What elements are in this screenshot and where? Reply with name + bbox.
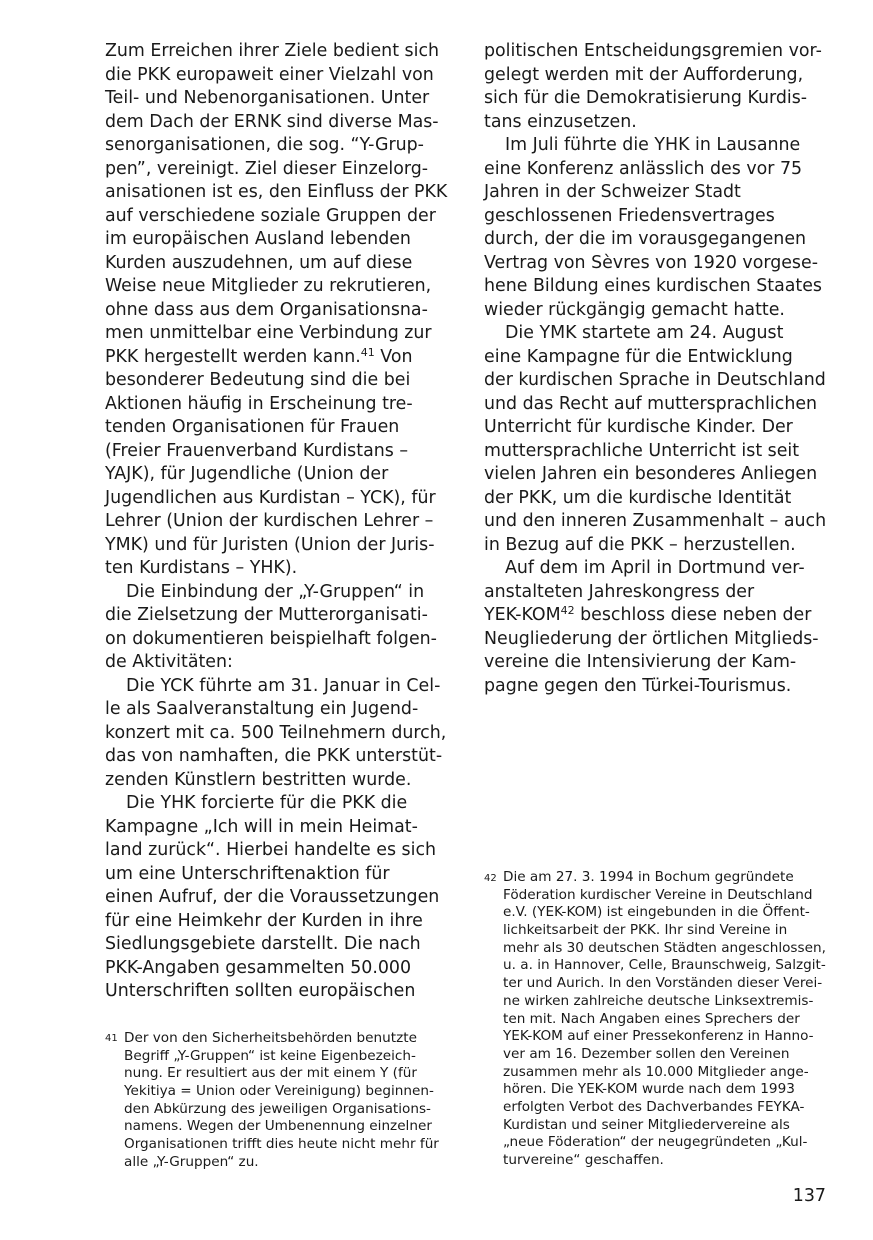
text-line: le als Saalveranstaltung ein Jugend- [105,699,419,719]
text-line: Siedlungsgebiete darstellt. Die nach [105,934,421,954]
text-line: durch, der die im vorausgegangenen [484,229,807,249]
text-line: Jugendlichen aus Kurdistan – YCK), für [105,487,436,508]
text-line: senorganisationen, die sog. “Y-Grup- [105,135,424,155]
footnote-line: ne wirken zahlreiche deutsche Linksextremis- [503,992,814,1009]
text-line: Die YMK startete am 24. August [505,323,784,343]
footnote-41-mark: 41 [105,1033,118,1044]
footnote-line: Yekitiya = Union oder Vereinigung) beginnen- [124,1083,434,1100]
text-line: Neugliederung der örtlichen Mitglieds- [484,628,819,649]
text-line: dem Dach der ERNK sind diverse Mas- [105,111,439,132]
text-line: ohne dass aus dem Organisationsna- [105,299,428,320]
text-line: Zum Erreichen ihrer Ziele bedient sich [105,41,440,61]
footnote-line: mehr als 30 deutschen Städten angeschlossen, [503,939,826,956]
text-line: (Freier Frauenverband Kurdistans – [105,440,409,461]
text-line: vereine die Intensivierung der Kam- [484,652,797,672]
text-line: pagne gegen den Türkei-Tourismus. [484,675,792,696]
footnote-line: Föderation kurdischer Vereine in Deutschland [503,886,813,903]
text-line: Kampagne „Ich will in mein Heimat- [105,816,418,837]
text-line: das von namhaften, die PKK unterstüt- [105,746,443,766]
text-line: Auf dem im April in Dortmund ver- [505,558,805,578]
text-line: die PKK europaweit einer Vielzahl von [105,64,434,85]
text-line: YMK) und für Juristen (Union der Juris- [105,534,435,555]
text-line: tans einzusetzen. [484,111,637,132]
text-line: Jahren in der Schweizer Stadt [484,182,741,202]
footnote-line: zusammen mehr als 10.000 Mitglieder ange- [503,1063,809,1080]
footnote-ref-42[interactable]: 42 [560,604,575,617]
footnote-ref-41[interactable]: 41 [360,345,375,359]
text-segment: YEK-KOM [484,605,561,625]
left-column [105,40,450,1004]
text-line: in Bezug auf die PKK – herzustellen. [484,534,796,555]
text-segment: beschloss diese neben der [574,605,812,625]
footnote-line: ten mit. Nach Angaben eines Sprechers der [503,1010,800,1027]
text-line: pen”, vereinigt. Ziel dieser Einzelorg- [105,158,429,179]
text-line: Weise neue Mitglieder zu rekrutieren, [105,276,432,296]
text-line: und den inneren Zusammenhalt – auch [484,511,827,531]
text-line: der PKK, um die kurdische Identität [484,487,792,508]
text-line-with-ref [105,346,450,370]
text-line: PKK-Angaben gesammelten 50.000 [105,957,412,978]
text-line: der kurdischen Sprache in Deutschland [484,370,826,390]
text-line: und das Recht auf muttersprachlichen [484,393,818,414]
text-line: anstalteten Jahreskongress der [484,581,755,602]
text-line-with-ref [484,604,829,628]
footnote-line: Der von den Sicherheitsbehörden benutzte [124,1030,417,1046]
text-line: vielen Jahren ein besonderes Anliegen [484,464,818,484]
footnote-line: Kurdistan und seiner Mitgliedervereine als [503,1116,790,1133]
footnote-line: Organisationen trifft dies heute nicht mehr für [124,1136,439,1153]
text-line: Unterschriften sollten europäischen [105,981,416,1001]
text-line: ten Kurdistans – YHK). [105,558,298,578]
text-line: geschlossenen Friedensvertrages [484,205,775,226]
text-line: um eine Unterschriftenaktion für [105,863,390,884]
text-line: land zurück“. Hierbei handelte es sich [105,840,437,860]
footnote-line: ter und Aurich. In den Vorständen dieser Verei- [503,975,823,992]
text-line: Im Juli führte die YHK in Lausanne [505,135,801,155]
text-line: politischen Entscheidungsgremien vor- [484,41,822,61]
page-number: 137 [792,1186,826,1206]
text-line: wieder rückgängig gemacht hatte. [484,299,785,320]
text-line: Teil- und Nebenorganisationen. Unter [105,88,430,108]
footnote-line: YEK-KOM auf einer Pressekonferenz in Hanno- [503,1028,814,1045]
text-line: konzert mit ca. 500 Teilnehmern durch, [105,722,447,743]
text-line: hene Bildung eines kurdischen Staates [484,276,822,296]
text-segment: PKK hergestellt werden kann. [105,346,361,367]
right-column [484,40,829,698]
text-line: auf verschiedene soziale Gruppen der [105,205,436,226]
text-line: besonderer Bedeutung sind die bei [105,370,411,390]
text-line: YAJK), für Jugendliche (Union der [105,464,389,484]
text-line: die Zielsetzung der Mutterorganisati- [105,605,428,625]
text-line: tenden Organisationen für Frauen [105,417,400,437]
text-line: anisationen ist es, den Einfluss der PKK [105,182,448,202]
footnote-line: hören. Die YEK-KOM wurde nach dem 1993 [503,1081,795,1098]
text-line: gelegt werden mit der Aufforderung, [484,64,804,85]
text-line: zenden Künstlern bestritten wurde. [105,769,412,790]
footnote-line: ver am 16. Dezember sollen den Vereinen [503,1045,790,1062]
text-line: Unterricht für kurdische Kinder. Der [484,417,793,437]
text-line: einen Aufruf, der die Voraussetzungen [105,887,440,907]
footnote-42 [503,869,833,1170]
footnote-41 [124,1030,454,1172]
text-line: muttersprachliche Unterricht ist seit [484,440,800,461]
text-line: Die Einbindung der „Y-Gruppen“ in [126,581,425,602]
footnote-line: turvereine“ geschaffen. [503,1152,664,1168]
text-line: eine Kampagne für die Entwicklung [484,346,793,367]
footnote-line: alle „Y-Gruppen“ zu. [124,1153,259,1170]
text-line: Kurden auszudehnen, um auf diese [105,252,413,273]
text-line: on dokumentieren beispielhaft folgen- [105,628,437,649]
footnote-line: lichkeitsarbeit der PKK. Ihr sind Vereine in [503,922,788,939]
text-line: Die YCK führte am 31. Januar in Cel- [126,675,441,696]
text-line: für eine Heimkehr der Kurden in ihre [105,910,423,931]
text-line: im europäischen Ausland lebenden [105,229,411,249]
text-segment: Von [374,346,413,367]
footnote-line: u. a. in Hannover, Celle, Braunschweig, Salzgit- [503,957,826,974]
footnote-line: namens. Wegen der Umbenennung einzelner [124,1118,432,1135]
footnote-line: Begriff „Y-Gruppen“ ist keine Eigenbezeich- [124,1047,416,1064]
text-line: Vertrag von Sèvres von 1920 vorgese- [484,252,818,273]
text-line: eine Konferenz anlässlich des vor 75 [484,158,803,179]
text-line: Lehrer (Union der kurdischen Lehrer – [105,511,434,531]
footnote-line: den Abkürzung des jeweiligen Organisations- [124,1100,431,1117]
footnote-line: nung. Er resultiert aus der mit einem Y (für [124,1065,417,1082]
footnote-line: Die am 27. 3. 1994 in Bochum gegründete [503,869,794,885]
text-line: Die YHK forcierte für die PKK die [126,793,408,813]
text-line: men unmittelbar eine Verbindung zur [105,323,432,343]
text-line: sich für die Demokratisierung Kurdis- [484,88,808,108]
text-line: de Aktivitäten: [105,652,233,672]
footnote-42-mark: 42 [484,873,497,884]
footnote-line: erfolgten Verbot des Dachverbandes FEYKA- [503,1098,805,1115]
text-line: Aktionen häufig in Erscheinung tre- [105,393,413,414]
footnote-line: e.V. (YEK-KOM) ist eingebunden in die Öffent- [503,904,810,921]
footnote-line: „neue Föderation“ der neugegründeten „Kul- [503,1134,808,1151]
